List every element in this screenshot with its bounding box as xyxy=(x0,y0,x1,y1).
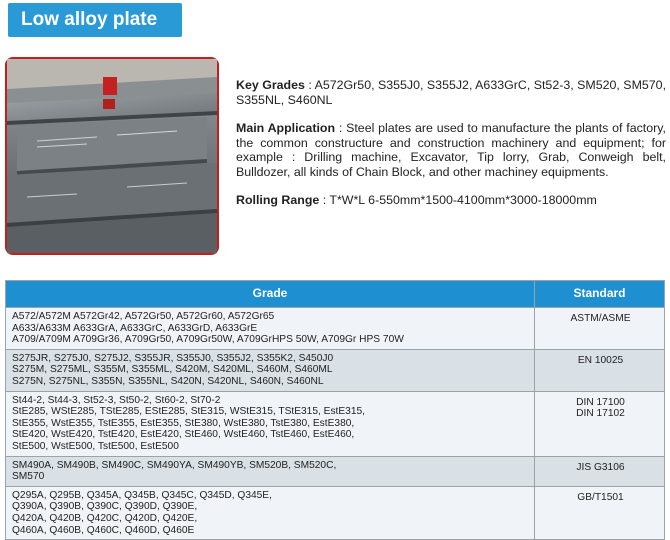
key-grades-label: Key Grades xyxy=(236,78,305,92)
grade-cell xyxy=(6,391,535,456)
standard-line: JIS G3106 xyxy=(576,461,625,473)
grade-line: Q295A, Q295B, Q345A, Q345B, Q345C, Q345D, Q345E, xyxy=(12,489,272,501)
standard-line: ASTM/ASME xyxy=(570,313,631,324)
grade-cell xyxy=(6,486,535,539)
rolling-range xyxy=(236,193,666,208)
grade-line: S275M, S275ML, S355M, S355ML, S420M, S420ML, S460M, S460ML xyxy=(12,364,333,376)
main-application-text: : Steel plates are used to manufacture the plants of factory, the common constructure and construction machinery and equipment; for example : Drilling machine, Excavator, Tip lorry, Grab, Conweigh belt, Bulldozer, all kinds of Chain Block, and other machiney equipments. xyxy=(236,121,666,179)
steel-plate-illustration xyxy=(7,59,217,253)
table-row xyxy=(6,486,665,539)
key-grades-text: : A572Gr50, S355J0, S355J2, A633GrC, St52-3, SM520, SM570, S355NL, S460NL xyxy=(236,78,667,107)
standard-line: EN 10025 xyxy=(577,354,624,366)
standard-line: DIN 17102 xyxy=(576,408,625,420)
grades-table xyxy=(5,280,665,540)
grade-column-header: Grade xyxy=(6,281,535,308)
grade-line: A709/A709M A709Gr36, A709Gr50, A709Gr50W, A709GrHPS 50W, A709Gr HPS 70W xyxy=(12,334,404,346)
grade-line: SM570 xyxy=(12,471,45,483)
table-row xyxy=(6,456,665,486)
grade-line: SM490A, SM490B, SM490C, SM490YA, SM490YB, SM520B, SM520C, xyxy=(12,459,337,471)
grade-line: StE420, WstE420, TstE420, EstE420, StE460, WstE460, TstE460, EstE460, xyxy=(12,429,355,441)
standard-cell xyxy=(535,456,665,486)
page-title: Low alloy plate xyxy=(21,9,158,30)
table-header-row xyxy=(6,281,665,308)
grade-line: S275JR, S275J0, S275J2, S355JR, S355J0, S355J2, S355K2, S450J0 xyxy=(12,352,334,364)
rolling-range-text: : T*W*L 6-550mm*1500-4100mm*3000-18000mm xyxy=(319,193,597,207)
standard-cell xyxy=(535,391,665,456)
grade-cell xyxy=(6,349,535,391)
grade-line: StE500, WstE500, TstE500, EstE500 xyxy=(12,440,179,452)
grade-line: Q420A, Q420B, Q420C, Q420D, Q420E, xyxy=(12,512,198,524)
page-title-banner xyxy=(8,3,182,37)
steel-plate-photo xyxy=(5,57,219,255)
key-grades xyxy=(236,78,666,107)
standard-cell xyxy=(535,486,665,539)
standard-column-header: Standard xyxy=(535,281,665,308)
grade-line: S275N, S275NL, S355N, S355NL, S420N, S420NL, S460N, S460NL xyxy=(12,375,324,387)
grade-line: A633/A633M A633GrA, A633GrC, A633GrD, A633GrE xyxy=(12,322,258,334)
plate-info xyxy=(236,78,666,222)
main-application xyxy=(236,121,666,179)
table-row xyxy=(6,391,665,456)
grade-line: A572/A572M A572Gr42, A572Gr50, A572Gr60, A572Gr65 xyxy=(12,311,275,322)
grade-cell xyxy=(6,456,535,486)
grade-cell xyxy=(6,308,535,350)
grade-line: StE285, WStE285, TStE285, EStE285, StE315, WStE315, TStE315, EstE315, xyxy=(12,406,365,418)
grade-line: Q390A, Q390B, Q390C, Q390D, Q390E, xyxy=(12,501,198,513)
grade-line: StE355, WstE355, TstE355, EstE355, StE380, WstE380, TstE380, EstE380, xyxy=(12,417,355,429)
standard-line: DIN 17100 xyxy=(576,396,625,408)
table-row xyxy=(6,349,665,391)
standard-line: GB/T1501 xyxy=(577,491,624,503)
grade-line: St44-2, St44-3, St52-3, St50-2, St60-2, St70-2 xyxy=(12,394,221,406)
main-application-label: Main Application xyxy=(236,121,336,135)
grade-line: Q460A, Q460B, Q460C, Q460D, Q460E xyxy=(12,524,195,536)
table-row xyxy=(6,308,665,350)
standard-cell xyxy=(535,349,665,391)
standard-cell xyxy=(535,308,665,350)
rolling-range-label: Rolling Range xyxy=(236,193,320,207)
